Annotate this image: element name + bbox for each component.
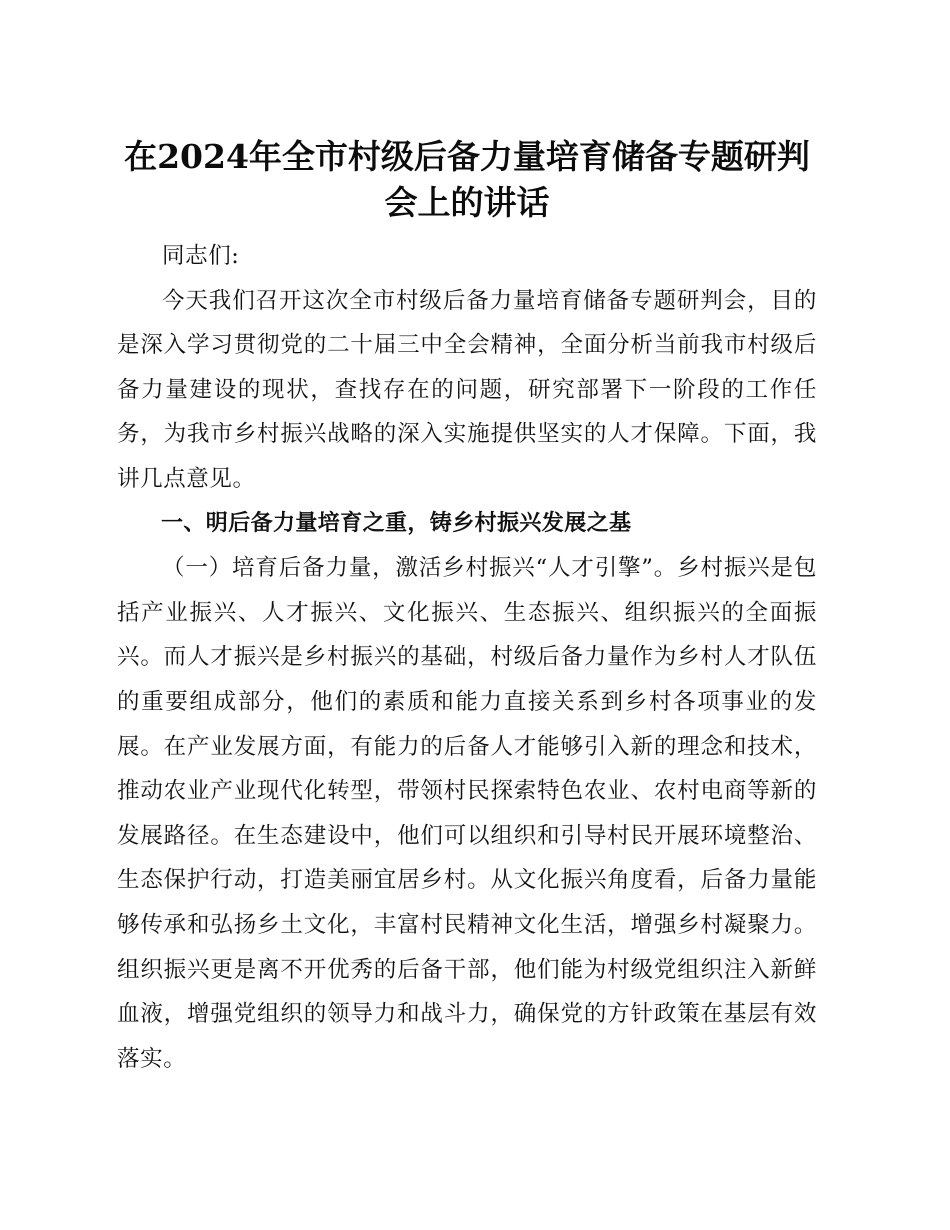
salutation: 同志们: xyxy=(162,243,240,269)
subsection-lead-1: （一）培育后备力量，激活乡村振兴“人才引擎”。 xyxy=(162,555,678,582)
document-title: 在2024年全市村级后备力量培育储备专题研判会上的讲话 xyxy=(124,137,810,222)
subsection-body-1: 乡村振兴是包括产业振兴、人才振兴、文化振兴、生态振兴、组织振兴的全面振兴。而人才振兴是乡村振兴的基础，村级后备力量作为乡村人才队伍的重要组成部分，他们的素质和能力直接关系到乡村各项事业的发展。在产业发展方面，有能力的后备人才能够引入新的理念和技术，推动农业产业现代化转型，带领村民探索特色农业、农村电商等新的发展路径。在生态建设中，他们可以组织和引导村民开展环境整治、生态保护行动，打造美丽宜居乡村。从文化振兴角度看，后备力量能够传承和弘扬乡土文化，丰富村民精神文化生活，增强乡村凝聚力。组织振兴更是离不开优秀的后备干部，他们能为村级党组织注入新鲜血液，增强党组织的领导力和战斗力，确保党的方针政策在基层有效落实。 xyxy=(117,555,817,1072)
intro-paragraph: 今天我们召开这次全市村级后备力量培育储备专题研判会，目的是深入学习贯彻党的二十届三中全会精神，全面分析当前我市村级后备力量建设的现状，查找存在的问题，研究部署下一阶段的工作任务，为我市乡村振兴战略的深入实施提供坚实的人才保障。下面，我讲几点意见。 xyxy=(117,287,817,492)
subsection-paragraph-1 xyxy=(117,546,817,1081)
section-heading-1: 一、明后备力量培育之重，铸乡村振兴发展之基 xyxy=(161,510,632,536)
document-body xyxy=(117,134,817,1081)
